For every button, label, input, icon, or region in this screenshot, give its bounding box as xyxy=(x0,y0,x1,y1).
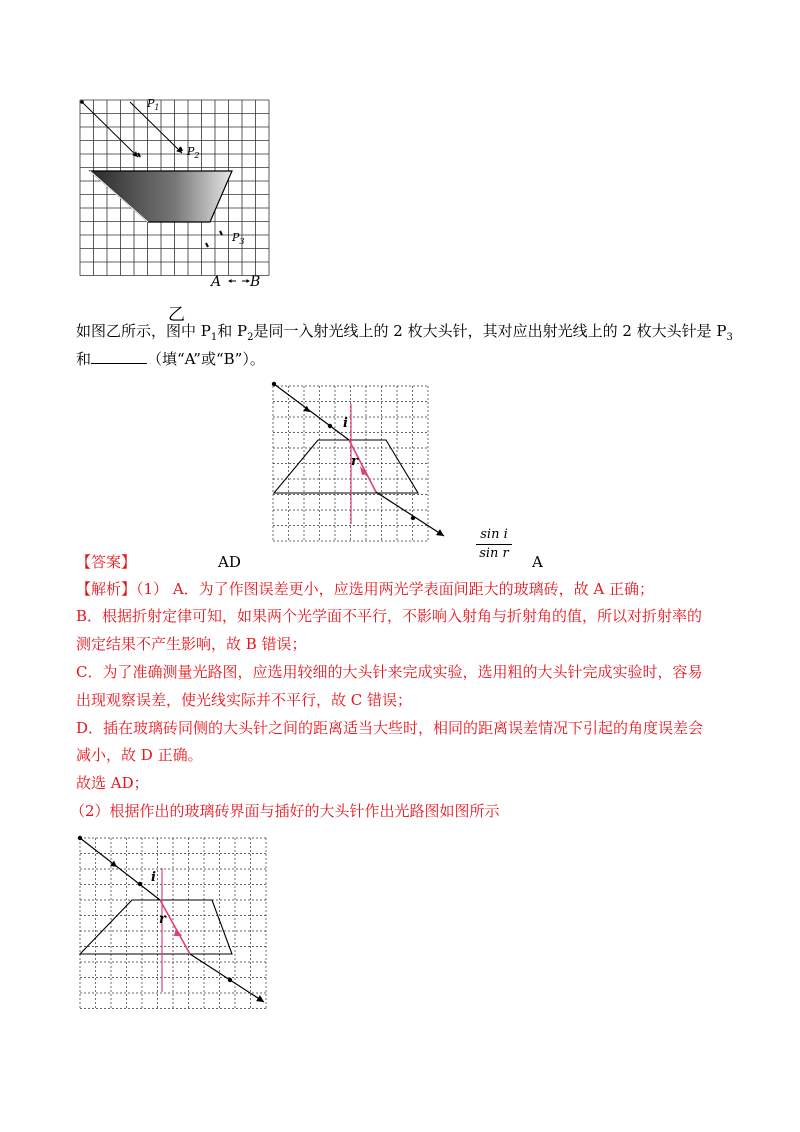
answer-part3: A xyxy=(532,553,543,571)
glass-block xyxy=(90,171,232,222)
answer-figure xyxy=(268,378,458,548)
figure-caption: 乙 xyxy=(168,305,185,325)
angle-i-label: i xyxy=(343,416,348,431)
figure-yi xyxy=(70,95,270,325)
pin-p3-lower xyxy=(206,243,208,247)
pin-dot xyxy=(78,836,82,840)
incident-ray-1 xyxy=(82,102,138,157)
pin-dot xyxy=(328,424,332,428)
analysis-line-8: 故选 AD； xyxy=(76,774,149,792)
question-line-1: 如图乙所示，图中 $P_1$和 $P_2$是同一入射光线上的 2 枚大头针，其对应出射光线上的 2 枚大头针是 $P_3$ xyxy=(76,322,733,343)
analysis-line-3: 测定结果不产生影响，故 B 错误； xyxy=(76,635,307,653)
analysis-line-7: 减小，故 D 正确。 xyxy=(76,746,203,764)
label-p3: $P_3$ xyxy=(232,231,245,247)
arrow-head xyxy=(228,279,232,283)
analysis-line-9: （2）根据作出的玻璃砖界面与插好的大头针作出光路图如图所示 xyxy=(70,802,500,820)
emergent-ray xyxy=(190,954,264,1002)
arrow-head xyxy=(256,995,264,1002)
analysis-line-2: B．根据折射定律可知，如果两个光学面不平行，不影响入射角与折射角的值，所以对折射率的 xyxy=(76,607,703,625)
question-line-2: 和 （填“A”或“B”）。 xyxy=(76,350,265,368)
fraction-numerator: sin i xyxy=(480,527,508,542)
pin-dot xyxy=(411,516,415,520)
label-b: B xyxy=(250,274,261,290)
analysis-line-6: D．插在玻璃砖同侧的大头针之间的距离适当大些时，相同的距离误差情况下引起的角度误差会 xyxy=(76,719,704,737)
pin-p3-upper xyxy=(220,231,222,235)
answer-fraction xyxy=(472,527,516,562)
refracted-arrow xyxy=(174,928,182,936)
refracted-ray xyxy=(160,900,190,954)
analysis-figure xyxy=(72,832,272,1032)
fraction-denominator: sin r xyxy=(479,546,509,561)
glass-outline xyxy=(80,900,232,954)
label-p2: $P_2$ xyxy=(187,145,200,161)
pin-dot xyxy=(272,382,276,386)
emergent-ray xyxy=(376,492,444,536)
analysis-line-1: 【解析】（1） A．为了作图误差更小，应选用两光学表面间距大的玻璃砖，故 A 正确； xyxy=(76,580,655,598)
analysis-figure-drawing xyxy=(72,832,272,1032)
answer-blank[interactable] xyxy=(91,349,147,364)
analysis-line-5: 出现观察误差，使光线实际并不平行，故 C 错误； xyxy=(76,691,413,709)
label-p1: $P_1$ xyxy=(147,97,160,113)
pin-dot xyxy=(228,978,232,982)
analysis-label: 【解析】 xyxy=(76,580,137,598)
pin-dot xyxy=(138,882,142,886)
label-a: A xyxy=(211,274,222,290)
incident-ray xyxy=(274,384,349,440)
analysis-line-4: C．为了准确测量光路图，应选用较细的大头针来完成实验，选用粗的大头针完成实验时，容易 xyxy=(76,663,703,681)
bottom-angle-i-label: i xyxy=(151,870,156,885)
figure-yi-drawing xyxy=(70,95,270,325)
angle-r-label: r xyxy=(351,454,358,469)
answer-label: 【答案】 xyxy=(76,553,137,571)
fraction-bar xyxy=(476,544,512,545)
arrow-head xyxy=(436,529,444,536)
pin-mark xyxy=(80,100,84,104)
bottom-angle-r-label: r xyxy=(159,912,166,927)
answer-part1: AD xyxy=(218,553,241,571)
answer-figure-drawing xyxy=(268,378,458,548)
